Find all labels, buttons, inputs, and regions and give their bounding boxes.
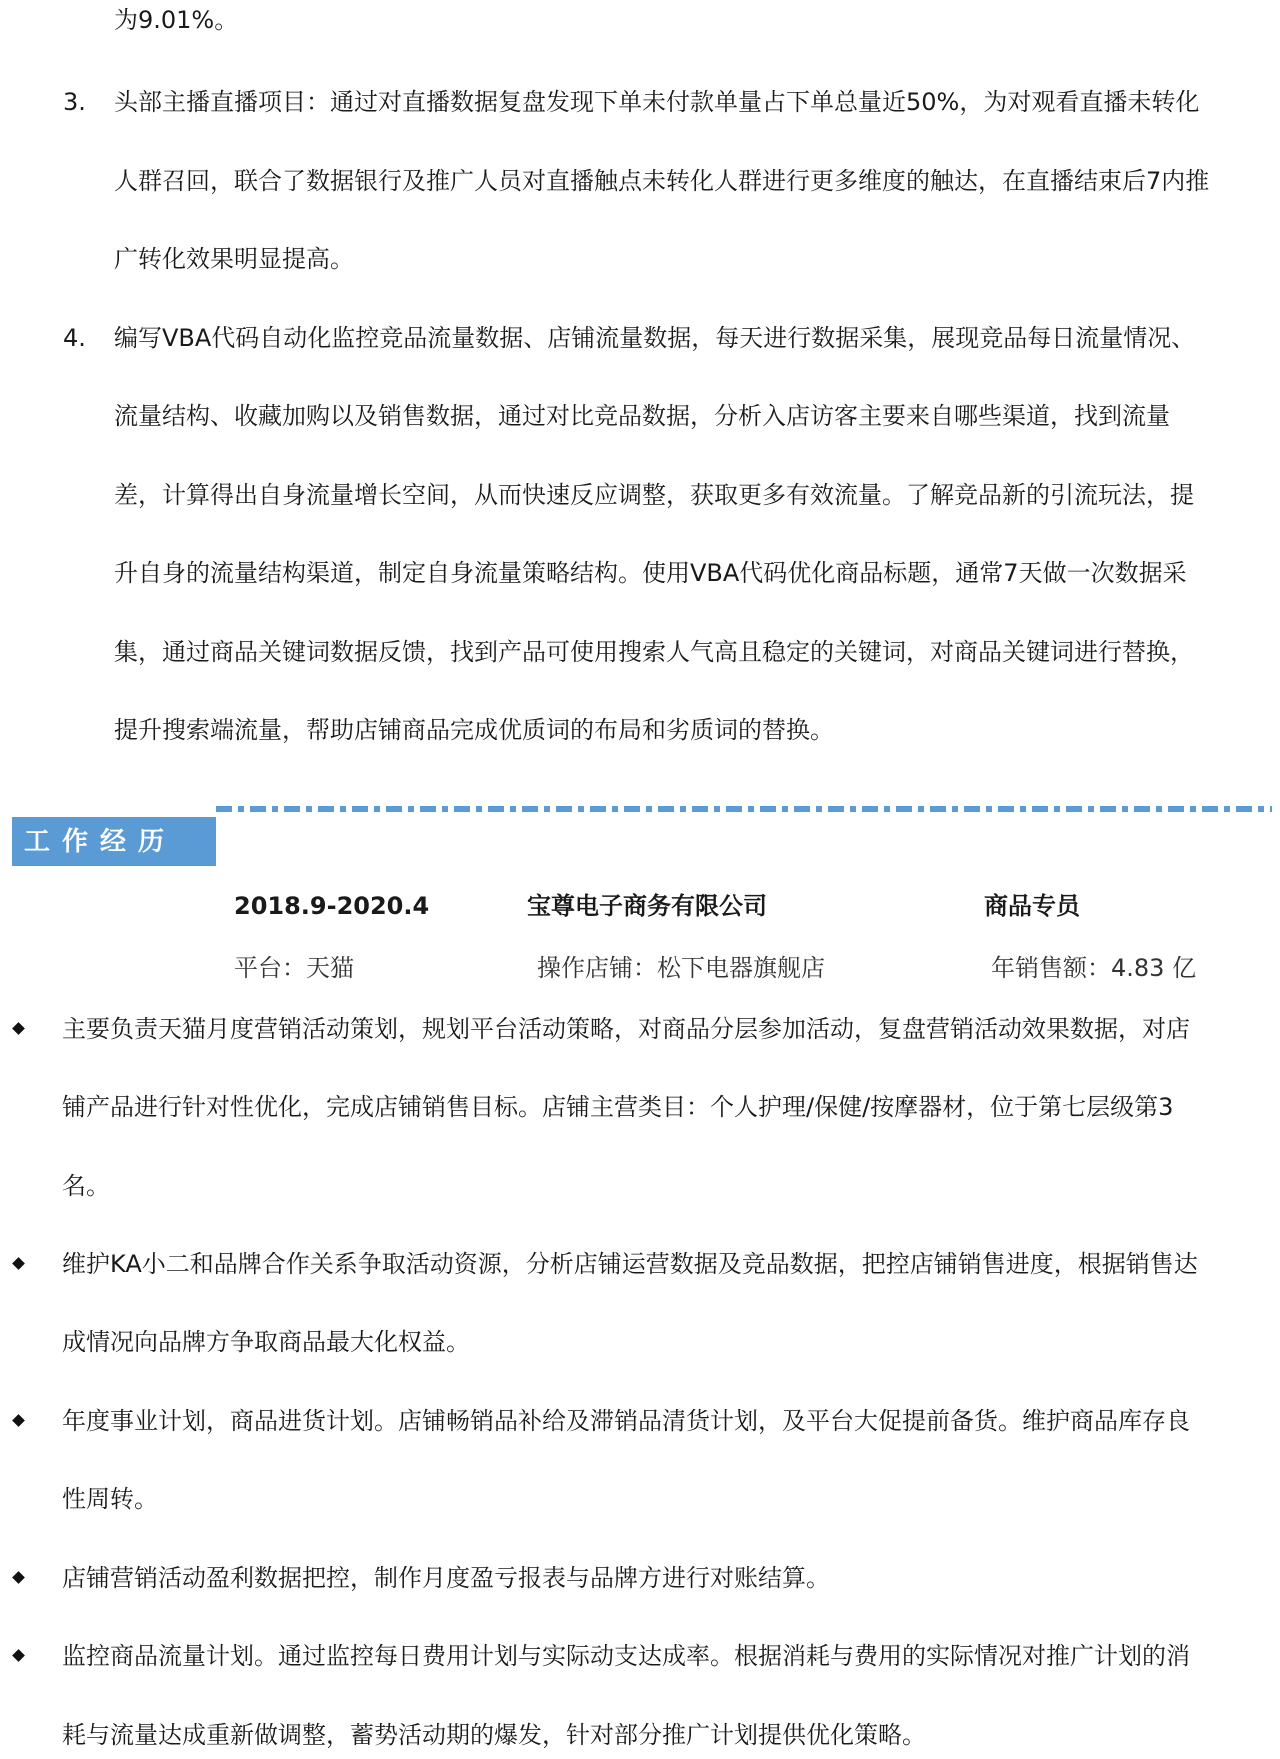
bullet-icon (12, 1257, 25, 1270)
list-item-line: 升自身的流量结构渠道，制定自身流量策略结构。使用VBA代码优化商品标题，通常7天做一次数据采 (114, 559, 1187, 587)
section-divider (216, 806, 1272, 812)
duty-line: 成情况向品牌方争取商品最大化权益。 (62, 1328, 470, 1356)
duty-line: 主要负责天猫月度营销活动策划，规划平台活动策略，对商品分层参加活动，复盘营销活动效果数据，对店 (62, 1015, 1190, 1043)
duty-line: 年度事业计划，商品进货计划。店铺畅销品补给及滞销品清货计划，及平台大促提前备货。维护商品库存良 (62, 1407, 1190, 1435)
duty-line: 性周转。 (62, 1485, 158, 1513)
list-item-line: 差，计算得出自身流量增长空间，从而快速反应调整，获取更多有效流量。了解竞品新的引流玩法，提 (114, 481, 1194, 509)
job-sales: 年销售额：4.83 亿 (991, 954, 1197, 982)
duty-line: 耗与流量达成重新做调整，蓄势活动期的爆发，针对部分推广计划提供优化策略。 (62, 1721, 926, 1749)
list-item-line: 人群召回，联合了数据银行及推广人员对直播触点未转化人群进行更多维度的触达，在直播结束后7内推 (114, 167, 1210, 195)
list-item-line: 集，通过商品关键词数据反馈，找到产品可使用搜索人气高且稳定的关键词，对商品关键词进行替换， (114, 638, 1194, 666)
list-item-line: 编写VBA代码自动化监控竞品流量数据、店铺流量数据，每天进行数据采集，展现竞品每日流量情况、 (114, 324, 1196, 352)
list-number: 4. (63, 324, 86, 352)
job-store: 操作店铺：松下电器旗舰店 (537, 954, 825, 982)
section-title: 工作经历 (24, 827, 177, 857)
list-item-line: 头部主播直播项目：通过对直播数据复盘发现下单未付款单量占下单总量近50%，为对观看直播未转化 (114, 88, 1200, 116)
duty-line: 名。 (62, 1172, 110, 1200)
job-company: 宝尊电子商务有限公司 (527, 892, 767, 920)
job-platform: 平台：天猫 (234, 954, 354, 982)
duty-line: 维护KA小二和品牌合作关系争取活动资源，分析店铺运营数据及竞品数据，把控店铺销售进度，根据销售达 (62, 1250, 1198, 1278)
duty-line: 监控商品流量计划。通过监控每日费用计划与实际动支达成率。根据消耗与费用的实际情况对推广计划的消 (62, 1642, 1190, 1670)
bullet-icon (12, 1414, 25, 1427)
job-position: 商品专员 (984, 892, 1080, 920)
job-period: 2018.9-2020.4 (234, 892, 430, 920)
bullet-icon (12, 1571, 25, 1584)
list-item-line: 广转化效果明显提高。 (114, 245, 354, 273)
duty-line: 店铺营销活动盈利数据把控，制作月度盈亏报表与品牌方进行对账结算。 (62, 1564, 830, 1592)
list-item-line: 流量结构、收藏加购以及销售数据，通过对比竞品数据，分析入店访客主要来自哪些渠道，找到流量 (114, 402, 1170, 430)
bullet-icon (12, 1022, 25, 1035)
duty-line: 铺产品进行针对性优化，完成店铺销售目标。店铺主营类目：个人护理/保健/按摩器材，位于第七层级第3 (62, 1093, 1174, 1121)
list-number: 3. (63, 88, 86, 116)
intro-tail-line: 为9.01%。 (114, 6, 239, 34)
list-item-line: 提升搜索端流量，帮助店铺商品完成优质词的布局和劣质词的替换。 (114, 716, 834, 744)
bullet-icon (12, 1649, 25, 1662)
